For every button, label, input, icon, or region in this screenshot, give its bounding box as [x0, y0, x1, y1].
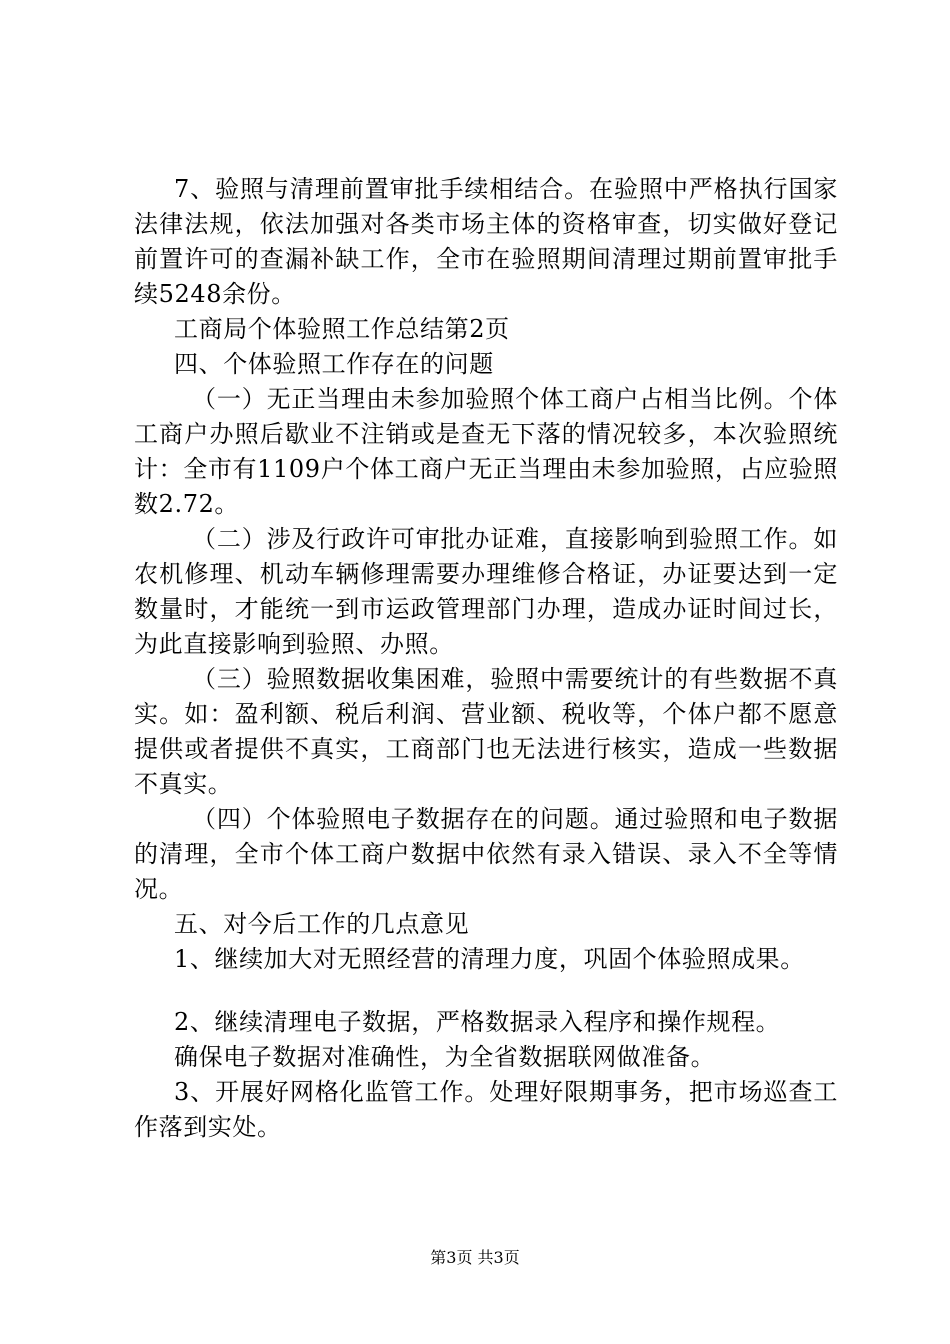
suggestion-item-2-continued: 确保电子数据对准确性，为全省数据联网做准备。 — [174, 1043, 716, 1071]
page-reference-line: 工商局个体验照工作总结第2页 — [174, 315, 510, 343]
problem-item-3: （三）验照数据收集困难，验照中需要统计的有些数据不真实。如：盈利额、税后利润、营业额、税收等，个体户都不愿意提供或者提供不真实，工商部门也无法进行核实，造成一些数据不真实。 — [134, 665, 838, 798]
suggestion-item-3: 3、开展好网格化监管工作。处理好限期事务，把市场巡查工作落到实处。 — [134, 1078, 838, 1141]
section-heading-problems: 四、个体验照工作存在的问题 — [174, 350, 494, 378]
page-footer: 第3页 共3页 — [430, 1248, 520, 1267]
suggestion-item-1: 1、继续加大对无照经营的清理力度，巩固个体验照成果。 — [174, 945, 805, 973]
section-heading-suggestions: 五、对今后工作的几点意见 — [174, 910, 470, 938]
document-body — [134, 172, 838, 1145]
problem-item-4: （四）个体验照电子数据存在的问题。通过验照和电子数据的清理，全市个体工商户数据中依然有录入错误、录入不全等情况。 — [134, 805, 838, 903]
paragraph-7-pre-approval: 7、验照与清理前置审批手续相结合。在验照中严格执行国家法律法规，依法加强对各类市场主体的资格审查，切实做好登记前置许可的查漏补缺工作，全市在验照期间清理过期前置审批手续5248余份。 — [134, 175, 838, 308]
problem-item-1: （一）无正当理由未参加验照个体工商户占相当比例。个体工商户办照后歇业不注销或是查无下落的情况较多，本次验照统计：全市有1109户个体工商户无正当理由未参加验照，占应验照数2.72。 — [134, 385, 838, 518]
suggestion-item-2: 2、继续清理电子数据，严格数据录入程序和操作规程。 — [174, 1008, 781, 1036]
paragraph-spacer — [134, 977, 838, 1005]
problem-item-2: （二）涉及行政许可审批办证难，直接影响到验照工作。如农机修理、机动车辆修理需要办理维修合格证，办证要达到一定数量时，才能统一到市运政管理部门办理，造成办证时间过长，为此直接影响到验照、办照。 — [134, 525, 838, 658]
